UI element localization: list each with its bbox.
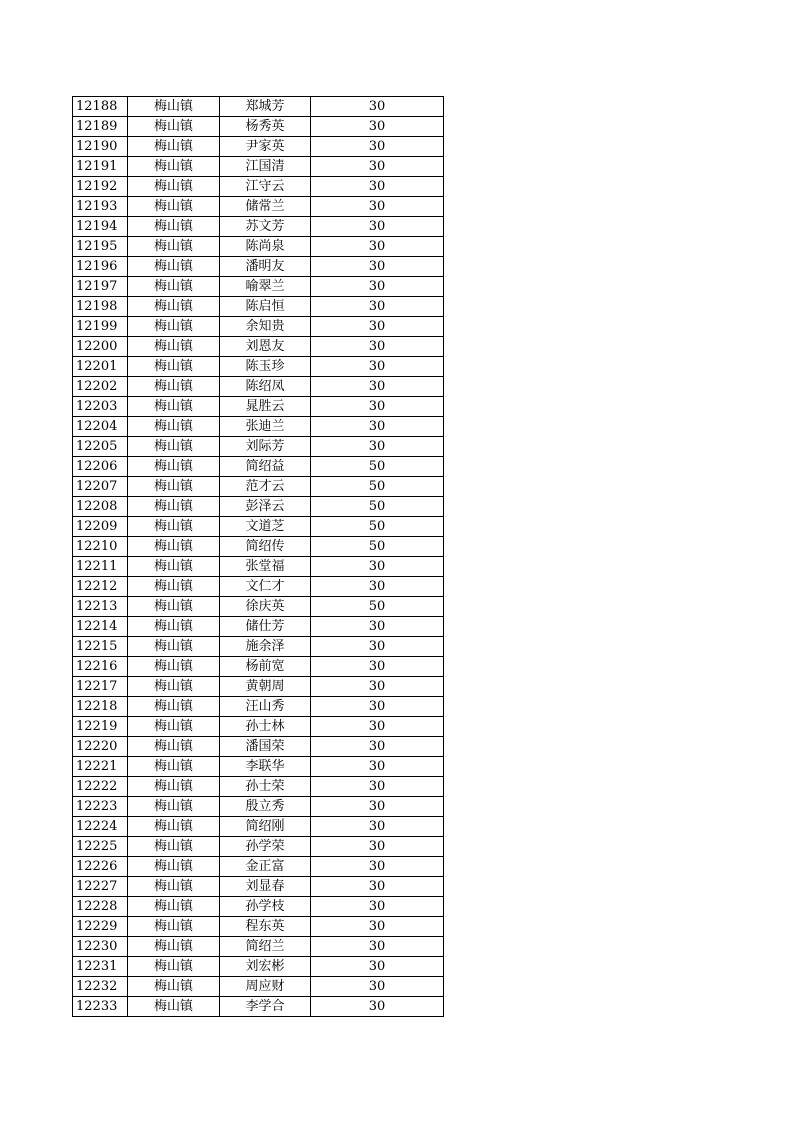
record-id-cell: 12191 xyxy=(73,157,128,177)
person-name-cell: 简绍传 xyxy=(220,537,311,557)
person-name-cell: 程东英 xyxy=(220,917,311,937)
table-row xyxy=(73,937,444,957)
person-name-cell: 周应财 xyxy=(220,977,311,997)
town-cell: 梅山镇 xyxy=(128,917,220,937)
record-id-cell: 12193 xyxy=(73,197,128,217)
table-row xyxy=(73,97,444,117)
person-name-cell: 刘宏彬 xyxy=(220,957,311,977)
amount-cell: 30 xyxy=(311,777,444,797)
table-row xyxy=(73,677,444,697)
amount-cell: 30 xyxy=(311,937,444,957)
record-id-cell: 12205 xyxy=(73,437,128,457)
person-name-cell: 张迪兰 xyxy=(220,417,311,437)
table-row xyxy=(73,277,444,297)
town-cell: 梅山镇 xyxy=(128,537,220,557)
person-name-cell: 刘恩友 xyxy=(220,337,311,357)
town-cell: 梅山镇 xyxy=(128,777,220,797)
record-id-cell: 12228 xyxy=(73,897,128,917)
table-row xyxy=(73,917,444,937)
town-cell: 梅山镇 xyxy=(128,937,220,957)
table-row xyxy=(73,577,444,597)
person-name-cell: 陈尚泉 xyxy=(220,237,311,257)
person-name-cell: 简绍兰 xyxy=(220,937,311,957)
table-row xyxy=(73,657,444,677)
town-cell: 梅山镇 xyxy=(128,737,220,757)
town-cell: 梅山镇 xyxy=(128,197,220,217)
town-cell: 梅山镇 xyxy=(128,257,220,277)
record-id-cell: 12207 xyxy=(73,477,128,497)
person-name-cell: 陈绍凤 xyxy=(220,377,311,397)
record-id-cell: 12221 xyxy=(73,757,128,777)
record-id-cell: 12220 xyxy=(73,737,128,757)
person-name-cell: 文道芝 xyxy=(220,517,311,537)
table-row xyxy=(73,437,444,457)
town-cell: 梅山镇 xyxy=(128,437,220,457)
town-cell: 梅山镇 xyxy=(128,157,220,177)
amount-cell: 30 xyxy=(311,277,444,297)
record-id-cell: 12229 xyxy=(73,917,128,937)
town-cell: 梅山镇 xyxy=(128,477,220,497)
record-id-cell: 12212 xyxy=(73,577,128,597)
person-name-cell: 范才云 xyxy=(220,477,311,497)
table-row xyxy=(73,717,444,737)
amount-cell: 30 xyxy=(311,657,444,677)
person-name-cell: 李联华 xyxy=(220,757,311,777)
town-cell: 梅山镇 xyxy=(128,817,220,837)
table-row xyxy=(73,477,444,497)
amount-cell: 30 xyxy=(311,817,444,837)
record-id-cell: 12189 xyxy=(73,117,128,137)
person-name-cell: 余知贵 xyxy=(220,317,311,337)
person-name-cell: 郑城芳 xyxy=(220,97,311,117)
town-cell: 梅山镇 xyxy=(128,717,220,737)
amount-cell: 30 xyxy=(311,617,444,637)
person-name-cell: 张堂福 xyxy=(220,557,311,577)
table-row xyxy=(73,557,444,577)
table-row xyxy=(73,757,444,777)
town-cell: 梅山镇 xyxy=(128,97,220,117)
person-name-cell: 杨前宽 xyxy=(220,657,311,677)
record-id-cell: 12224 xyxy=(73,817,128,837)
record-id-cell: 12223 xyxy=(73,797,128,817)
record-id-cell: 12226 xyxy=(73,857,128,877)
table-row xyxy=(73,257,444,277)
town-cell: 梅山镇 xyxy=(128,217,220,237)
record-id-cell: 12208 xyxy=(73,497,128,517)
record-id-cell: 12209 xyxy=(73,517,128,537)
town-cell: 梅山镇 xyxy=(128,377,220,397)
amount-cell: 30 xyxy=(311,417,444,437)
person-name-cell: 潘明友 xyxy=(220,257,311,277)
amount-cell: 50 xyxy=(311,457,444,477)
person-name-cell: 简绍刚 xyxy=(220,817,311,837)
amount-cell: 30 xyxy=(311,137,444,157)
table-row xyxy=(73,897,444,917)
table-row xyxy=(73,617,444,637)
record-id-cell: 12217 xyxy=(73,677,128,697)
table-row xyxy=(73,377,444,397)
amount-cell: 50 xyxy=(311,537,444,557)
town-cell: 梅山镇 xyxy=(128,837,220,857)
table-row xyxy=(73,597,444,617)
person-name-cell: 黄朝周 xyxy=(220,677,311,697)
record-id-cell: 12199 xyxy=(73,317,128,337)
table-row xyxy=(73,637,444,657)
record-id-cell: 12188 xyxy=(73,97,128,117)
record-id-cell: 12204 xyxy=(73,417,128,437)
town-cell: 梅山镇 xyxy=(128,137,220,157)
amount-cell: 30 xyxy=(311,237,444,257)
record-id-cell: 12222 xyxy=(73,777,128,797)
person-name-cell: 晁胜云 xyxy=(220,397,311,417)
town-cell: 梅山镇 xyxy=(128,297,220,317)
person-name-cell: 孙士林 xyxy=(220,717,311,737)
amount-cell: 30 xyxy=(311,917,444,937)
record-id-cell: 12227 xyxy=(73,877,128,897)
record-id-cell: 12219 xyxy=(73,717,128,737)
record-id-cell: 12225 xyxy=(73,837,128,857)
person-name-cell: 文仁才 xyxy=(220,577,311,597)
town-cell: 梅山镇 xyxy=(128,617,220,637)
record-id-cell: 12232 xyxy=(73,977,128,997)
amount-cell: 30 xyxy=(311,337,444,357)
person-name-cell: 刘际芳 xyxy=(220,437,311,457)
record-id-cell: 12215 xyxy=(73,637,128,657)
amount-cell: 30 xyxy=(311,377,444,397)
town-cell: 梅山镇 xyxy=(128,577,220,597)
table-row xyxy=(73,297,444,317)
record-id-cell: 12230 xyxy=(73,937,128,957)
table-row xyxy=(73,957,444,977)
amount-cell: 30 xyxy=(311,317,444,337)
table-row xyxy=(73,417,444,437)
town-cell: 梅山镇 xyxy=(128,397,220,417)
person-name-cell: 尹家英 xyxy=(220,137,311,157)
table-row xyxy=(73,537,444,557)
person-name-cell: 潘国荣 xyxy=(220,737,311,757)
person-name-cell: 储仕芳 xyxy=(220,617,311,637)
record-id-cell: 12203 xyxy=(73,397,128,417)
record-id-cell: 12190 xyxy=(73,137,128,157)
amount-cell: 30 xyxy=(311,757,444,777)
town-cell: 梅山镇 xyxy=(128,797,220,817)
amount-cell: 30 xyxy=(311,117,444,137)
amount-cell: 30 xyxy=(311,357,444,377)
amount-cell: 50 xyxy=(311,597,444,617)
record-id-cell: 12201 xyxy=(73,357,128,377)
person-name-cell: 陈启恒 xyxy=(220,297,311,317)
town-cell: 梅山镇 xyxy=(128,237,220,257)
amount-cell: 30 xyxy=(311,797,444,817)
record-id-cell: 12216 xyxy=(73,657,128,677)
table-row xyxy=(73,837,444,857)
amount-cell: 30 xyxy=(311,397,444,417)
record-id-cell: 12206 xyxy=(73,457,128,477)
town-cell: 梅山镇 xyxy=(128,677,220,697)
roster-table-body xyxy=(73,97,444,1017)
town-cell: 梅山镇 xyxy=(128,757,220,777)
amount-cell: 30 xyxy=(311,997,444,1017)
town-cell: 梅山镇 xyxy=(128,977,220,997)
record-id-cell: 12233 xyxy=(73,997,128,1017)
town-cell: 梅山镇 xyxy=(128,317,220,337)
person-name-cell: 刘显春 xyxy=(220,877,311,897)
person-name-cell: 金正富 xyxy=(220,857,311,877)
town-cell: 梅山镇 xyxy=(128,357,220,377)
person-name-cell: 孙学荣 xyxy=(220,837,311,857)
amount-cell: 50 xyxy=(311,517,444,537)
town-cell: 梅山镇 xyxy=(128,697,220,717)
record-id-cell: 12231 xyxy=(73,957,128,977)
table-row xyxy=(73,697,444,717)
town-cell: 梅山镇 xyxy=(128,277,220,297)
record-id-cell: 12196 xyxy=(73,257,128,277)
town-cell: 梅山镇 xyxy=(128,457,220,477)
amount-cell: 30 xyxy=(311,857,444,877)
person-name-cell: 储常兰 xyxy=(220,197,311,217)
person-name-cell: 李学合 xyxy=(220,997,311,1017)
person-name-cell: 陈玉珍 xyxy=(220,357,311,377)
amount-cell: 30 xyxy=(311,717,444,737)
record-id-cell: 12213 xyxy=(73,597,128,617)
table-row xyxy=(73,237,444,257)
record-id-cell: 12192 xyxy=(73,177,128,197)
record-id-cell: 12197 xyxy=(73,277,128,297)
record-id-cell: 12211 xyxy=(73,557,128,577)
town-cell: 梅山镇 xyxy=(128,177,220,197)
table-row xyxy=(73,157,444,177)
table-row xyxy=(73,177,444,197)
amount-cell: 30 xyxy=(311,437,444,457)
table-row xyxy=(73,877,444,897)
table-row xyxy=(73,397,444,417)
town-cell: 梅山镇 xyxy=(128,997,220,1017)
town-cell: 梅山镇 xyxy=(128,117,220,137)
table-row xyxy=(73,517,444,537)
person-name-cell: 简绍益 xyxy=(220,457,311,477)
town-cell: 梅山镇 xyxy=(128,857,220,877)
amount-cell: 30 xyxy=(311,177,444,197)
record-id-cell: 12214 xyxy=(73,617,128,637)
table-row xyxy=(73,197,444,217)
table-row xyxy=(73,817,444,837)
town-cell: 梅山镇 xyxy=(128,637,220,657)
amount-cell: 30 xyxy=(311,957,444,977)
person-name-cell: 徐庆英 xyxy=(220,597,311,617)
person-name-cell: 汪山秀 xyxy=(220,697,311,717)
person-name-cell: 殷立秀 xyxy=(220,797,311,817)
record-id-cell: 12200 xyxy=(73,337,128,357)
amount-cell: 30 xyxy=(311,557,444,577)
table-row xyxy=(73,777,444,797)
amount-cell: 30 xyxy=(311,197,444,217)
amount-cell: 30 xyxy=(311,877,444,897)
town-cell: 梅山镇 xyxy=(128,897,220,917)
record-id-cell: 12198 xyxy=(73,297,128,317)
person-name-cell: 苏文芳 xyxy=(220,217,311,237)
town-cell: 梅山镇 xyxy=(128,417,220,437)
town-cell: 梅山镇 xyxy=(128,517,220,537)
table-row xyxy=(73,457,444,477)
person-name-cell: 江守云 xyxy=(220,177,311,197)
table-row xyxy=(73,497,444,517)
table-row xyxy=(73,737,444,757)
amount-cell: 30 xyxy=(311,97,444,117)
table-row xyxy=(73,997,444,1017)
town-cell: 梅山镇 xyxy=(128,557,220,577)
town-cell: 梅山镇 xyxy=(128,657,220,677)
amount-cell: 30 xyxy=(311,977,444,997)
amount-cell: 30 xyxy=(311,837,444,857)
amount-cell: 30 xyxy=(311,297,444,317)
person-name-cell: 孙学枝 xyxy=(220,897,311,917)
table-row xyxy=(73,977,444,997)
amount-cell: 30 xyxy=(311,897,444,917)
amount-cell: 30 xyxy=(311,157,444,177)
person-name-cell: 喻翠兰 xyxy=(220,277,311,297)
person-name-cell: 孙士荣 xyxy=(220,777,311,797)
amount-cell: 30 xyxy=(311,257,444,277)
roster-table xyxy=(72,96,444,1017)
table-row xyxy=(73,137,444,157)
town-cell: 梅山镇 xyxy=(128,337,220,357)
town-cell: 梅山镇 xyxy=(128,877,220,897)
amount-cell: 30 xyxy=(311,637,444,657)
table-row xyxy=(73,357,444,377)
record-id-cell: 12194 xyxy=(73,217,128,237)
person-name-cell: 施余泽 xyxy=(220,637,311,657)
record-id-cell: 12218 xyxy=(73,697,128,717)
amount-cell: 50 xyxy=(311,477,444,497)
table-row xyxy=(73,217,444,237)
town-cell: 梅山镇 xyxy=(128,497,220,517)
town-cell: 梅山镇 xyxy=(128,597,220,617)
amount-cell: 30 xyxy=(311,677,444,697)
amount-cell: 30 xyxy=(311,217,444,237)
record-id-cell: 12195 xyxy=(73,237,128,257)
person-name-cell: 彭泽云 xyxy=(220,497,311,517)
table-row xyxy=(73,337,444,357)
record-id-cell: 12202 xyxy=(73,377,128,397)
person-name-cell: 江国清 xyxy=(220,157,311,177)
amount-cell: 30 xyxy=(311,737,444,757)
amount-cell: 50 xyxy=(311,497,444,517)
table-row xyxy=(73,797,444,817)
table-row xyxy=(73,117,444,137)
record-id-cell: 12210 xyxy=(73,537,128,557)
table-row xyxy=(73,857,444,877)
person-name-cell: 杨秀英 xyxy=(220,117,311,137)
table-row xyxy=(73,317,444,337)
amount-cell: 30 xyxy=(311,697,444,717)
town-cell: 梅山镇 xyxy=(128,957,220,977)
amount-cell: 30 xyxy=(311,577,444,597)
